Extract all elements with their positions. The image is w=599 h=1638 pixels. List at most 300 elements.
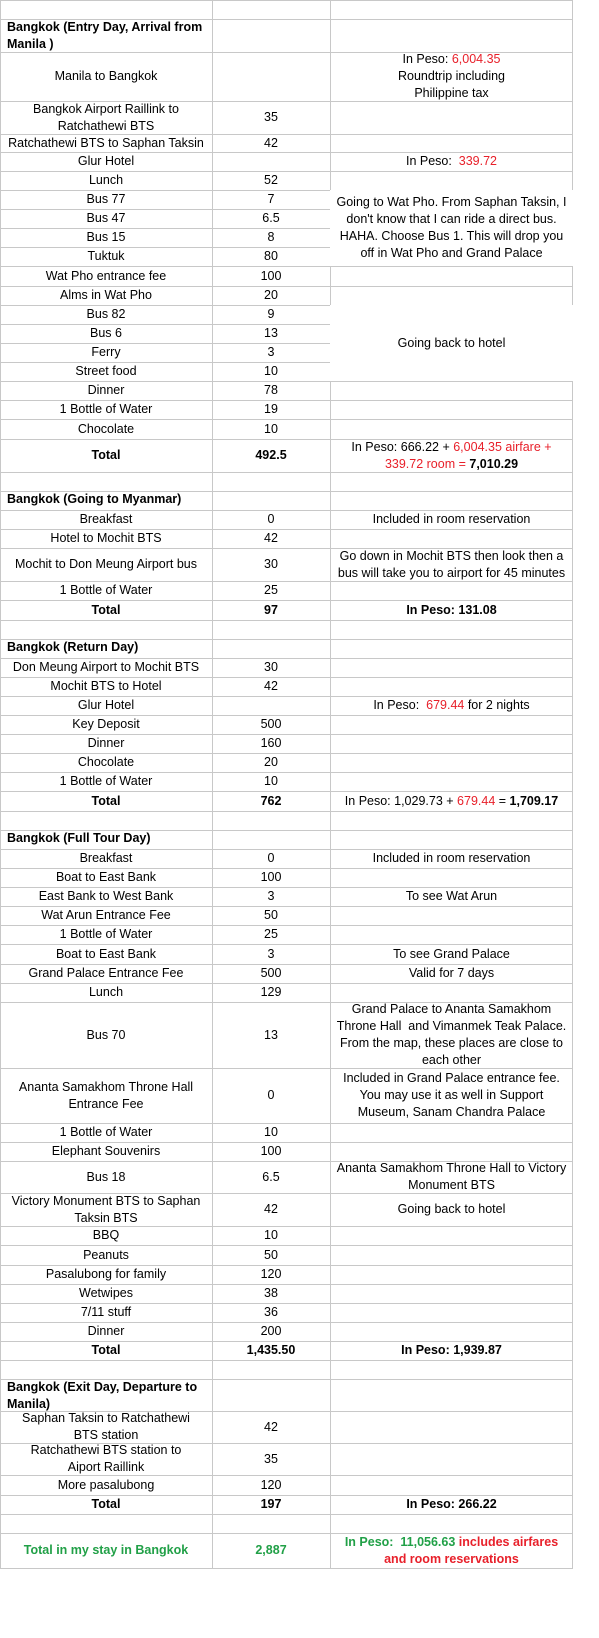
table-row (0, 830, 573, 849)
row-description (0, 1475, 212, 1495)
row-description (0, 715, 212, 734)
comment-text: Included in Grand Palace entrance fee. (343, 1071, 560, 1085)
description-line: Wetwipes (79, 1286, 133, 1300)
row-description (0, 1379, 212, 1411)
row-cost: 42 (264, 1202, 278, 1216)
table-row (0, 1226, 573, 1245)
description-line: Mochit BTS to Hotel (50, 679, 162, 693)
description-line: Bus 47 (86, 211, 126, 225)
comment-text: In Peso: 131.08 (406, 602, 497, 617)
table-row (0, 1360, 573, 1379)
row-cost: 13 (264, 326, 278, 340)
description-line: Saphan Taksin to Ratchathewi (22, 1411, 190, 1425)
row-cost: 38 (264, 1286, 278, 1300)
comment-line: Going to Wat Pho. From Saphan Taksin, I (336, 195, 567, 209)
description-line: Bangkok (Entry Day, Arrival from (7, 20, 203, 34)
merged-comment (330, 305, 573, 381)
description-line: Bangkok (Return Day) (7, 640, 139, 654)
row-cost: 80 (264, 249, 278, 263)
comment-line: don't know that I can ride a direct bus. (346, 212, 557, 226)
description-line: Glur Hotel (77, 698, 135, 712)
row-description (0, 1123, 212, 1142)
comment-text: includes airfares (458, 1534, 559, 1549)
description-line: Total (91, 1343, 121, 1357)
row-description (0, 600, 212, 620)
description-line: 7/11 stuff (80, 1305, 132, 1319)
row-cost: 10 (264, 1228, 278, 1242)
description-line: Street food (75, 364, 137, 378)
row-description (0, 266, 212, 286)
description-line: BTS station (73, 1428, 139, 1442)
row-description (0, 152, 212, 171)
comment-line (398, 68, 505, 85)
description-line: Bus 82 (86, 307, 126, 321)
description-line: Breakfast (79, 512, 133, 526)
row-description (0, 286, 212, 305)
row-cost: 500 (260, 717, 282, 731)
row-description (0, 753, 212, 772)
row-cost: 160 (260, 736, 282, 750)
table-row (0, 491, 573, 510)
row-comment (330, 696, 573, 715)
comment-line (384, 1551, 519, 1568)
row-cost (212, 1360, 330, 1379)
row-description (0, 1284, 212, 1303)
table-row (0, 1475, 573, 1495)
description-line: Wat Pho entrance fee (45, 268, 167, 283)
row-cost: 762 (260, 793, 282, 808)
row-cost: 42 (264, 531, 278, 545)
description-line: Mochit to Don Meung Airport bus (14, 557, 198, 571)
comment-text: 679.44 (426, 698, 465, 712)
table-row (0, 286, 573, 305)
comment-line (337, 1018, 567, 1035)
row-description (0, 1226, 212, 1245)
description-line: East Bank to West Bank (38, 889, 174, 903)
table-row (0, 1514, 573, 1533)
table-row (0, 1002, 573, 1068)
table-row (0, 1142, 573, 1161)
table-row (0, 868, 573, 887)
table-row (0, 658, 573, 677)
row-description (0, 400, 212, 419)
comment-text: Included in room reservation (372, 851, 531, 865)
row-description (0, 1245, 212, 1265)
row-cost (212, 696, 330, 715)
description-line: Bus 70 (86, 1027, 126, 1042)
table-row (0, 772, 573, 791)
comment-text: Monument BTS (408, 1178, 495, 1192)
row-cost (212, 472, 330, 491)
comment-line (373, 511, 531, 528)
table-row (0, 1533, 573, 1568)
row-cost: 36 (264, 1305, 278, 1319)
row-cost: 500 (260, 966, 282, 980)
description-line: Hotel to Mochit BTS (50, 531, 162, 545)
row-cost: 20 (264, 755, 278, 769)
description-line: Ferry (91, 345, 121, 359)
comment-line (360, 1087, 544, 1104)
description-line: Total (91, 602, 121, 617)
table-row (0, 419, 573, 439)
row-cost: 10 (264, 774, 278, 788)
table-row (0, 266, 573, 286)
row-description (0, 343, 212, 362)
description-line: More pasalubong (57, 1477, 155, 1492)
row-comment (330, 964, 573, 983)
description-line: Bus 6 (90, 326, 122, 340)
description-line: Manila) (7, 1397, 51, 1411)
table-row (0, 1411, 573, 1443)
description-line: 1 Bottle of Water (59, 583, 153, 597)
table-row (0, 1495, 573, 1514)
row-description (0, 1341, 212, 1360)
comment-text: You may use it as well in Support (359, 1088, 544, 1102)
comment-text: To see Grand Palace (393, 946, 510, 961)
comment-text: To see Wat Arun (405, 889, 498, 903)
description-line: Glur Hotel (77, 154, 135, 168)
description-line: Manila to Bangkok (54, 69, 158, 83)
description-line: Tuktuk (87, 249, 125, 263)
row-comment (330, 1068, 573, 1123)
row-description (0, 548, 212, 581)
row-comment (330, 1341, 573, 1360)
row-description (0, 925, 212, 944)
description-line: Bangkok (Going to Myanmar) (7, 492, 182, 506)
comment-line (393, 946, 510, 963)
row-cost: 30 (264, 557, 278, 571)
description-line: Lunch (88, 173, 124, 187)
row-description (0, 1161, 212, 1193)
row-comment (330, 944, 573, 964)
row-description (0, 1533, 212, 1568)
row-description (0, 734, 212, 753)
row-description (0, 944, 212, 964)
comment-text: Roundtrip including (397, 69, 505, 83)
row-description (0, 811, 212, 830)
row-cost (212, 152, 330, 171)
row-description (0, 983, 212, 1002)
description-line: Breakfast (79, 851, 133, 865)
comment-line (406, 888, 497, 905)
row-description (0, 581, 212, 600)
description-line: Boat to East Bank (55, 870, 157, 884)
row-description (0, 791, 212, 811)
description-line: Key Deposit (72, 717, 140, 731)
comment-line (358, 1104, 546, 1121)
table-row (0, 439, 573, 472)
table-row (0, 1245, 573, 1265)
table-row (0, 134, 573, 152)
row-description (0, 1322, 212, 1341)
table-row (0, 791, 573, 811)
table-row (0, 983, 573, 1002)
row-description (0, 964, 212, 983)
comment-text: 6,004.35 (451, 52, 501, 66)
description-line: Bangkok Airport Raillink to (33, 101, 179, 116)
row-cost: 197 (260, 1497, 282, 1511)
row-cost (212, 620, 330, 639)
row-cost: 3 (267, 345, 275, 359)
row-description (0, 381, 212, 400)
comment-line (401, 1342, 502, 1359)
row-cost: 100 (260, 870, 282, 884)
merged-comment (330, 190, 573, 266)
row-description (0, 247, 212, 266)
row-description (0, 491, 212, 510)
comment-line (340, 1035, 563, 1052)
row-description (0, 510, 212, 529)
header-comments (330, 0, 573, 19)
comment-text: and room reservations (384, 1551, 519, 1566)
description-line: Elephant Souvenirs (51, 1144, 161, 1158)
description-line: Lunch (88, 985, 124, 999)
comment-line (406, 602, 496, 619)
description-line: Total (91, 448, 121, 462)
description-line: 1 Bottle of Water (59, 774, 153, 788)
row-description (0, 439, 212, 472)
table-row (0, 548, 573, 581)
description-line: Dinner (87, 1324, 125, 1338)
comment-text: Philippine tax (414, 86, 489, 100)
table-row (0, 944, 573, 964)
row-comment (330, 600, 573, 620)
row-description (0, 830, 212, 849)
comment-line (345, 1534, 558, 1551)
description-line: Bangkok (Exit Day, Departure to (7, 1380, 198, 1394)
row-description (0, 362, 212, 381)
row-cost: 0 (267, 512, 275, 526)
row-description (0, 1265, 212, 1284)
description-line: Bus 15 (86, 230, 126, 244)
row-description (0, 1360, 212, 1379)
row-description (0, 134, 212, 152)
row-description (0, 1142, 212, 1161)
row-cost: 10 (264, 364, 278, 378)
comment-text: In Peso: 666.22 + (351, 439, 454, 454)
comment-text: each other (421, 1053, 482, 1067)
description-line: Total (91, 1497, 121, 1511)
table-row (0, 1161, 573, 1193)
comment-line (406, 153, 497, 170)
row-cost: 50 (264, 1247, 278, 1262)
table-row (0, 581, 573, 600)
comment-text: Ananta Samakhom Throne Hall to Victory (336, 1161, 567, 1175)
comment-text: In Peso: (373, 698, 427, 712)
row-cost: 35 (264, 110, 278, 124)
table-row (0, 1322, 573, 1341)
row-cost: 25 (264, 927, 278, 941)
description-line: Manila ) (7, 37, 54, 51)
comment-text: 1,709.17 (509, 793, 559, 808)
row-description (0, 529, 212, 548)
comment-line (343, 1070, 560, 1087)
row-cost: 0 (267, 1088, 275, 1102)
description-line: Ananta Samakhom Throne Hall (18, 1079, 194, 1094)
header-description (0, 0, 212, 19)
row-description (0, 209, 212, 228)
comment-line (351, 439, 551, 456)
description-line: Chocolate (77, 755, 135, 769)
row-comment (330, 1002, 573, 1068)
row-description (0, 1443, 212, 1475)
table-row (0, 1303, 573, 1322)
row-cost: 42 (264, 679, 278, 693)
table-row (0, 529, 573, 548)
table-row (0, 677, 573, 696)
row-cost: 97 (264, 602, 278, 617)
description-line: Bus 18 (86, 1169, 126, 1184)
row-cost: 10 (264, 421, 278, 436)
row-cost (212, 811, 330, 830)
row-cost: 1,435.50 (246, 1343, 296, 1357)
comment-line (345, 793, 558, 810)
row-cost: 129 (260, 985, 282, 999)
row-description (0, 305, 212, 324)
comment-text: In Peso: (405, 154, 459, 168)
description-line: Ratchathewi BTS station to (30, 1443, 182, 1457)
row-cost: 19 (264, 402, 278, 416)
row-description (0, 658, 212, 677)
description-line: Aiport Raillink (67, 1460, 145, 1474)
table-row (0, 715, 573, 734)
row-cost: 78 (264, 383, 278, 397)
comment-line: off in Wat Pho and Grand Palace (360, 246, 543, 260)
row-cost: 6.5 (262, 211, 280, 225)
table-row (0, 964, 573, 983)
row-description (0, 52, 212, 101)
row-description (0, 696, 212, 715)
row-cost: 100 (260, 1144, 282, 1158)
comment-text: Museum, Sanam Chandra Palace (357, 1105, 546, 1119)
row-cost: 9 (267, 307, 275, 321)
row-description (0, 1002, 212, 1068)
description-line: BBQ (92, 1228, 120, 1242)
row-cost: 6.5 (262, 1169, 280, 1184)
table-row (0, 1284, 573, 1303)
description-line: Entrance Fee (68, 1096, 144, 1111)
row-cost: 30 (264, 660, 278, 674)
row-cost: 8 (267, 230, 275, 244)
comment-line (373, 697, 529, 714)
row-description (0, 101, 212, 134)
row-comment (330, 1161, 573, 1193)
table-row (0, 639, 573, 658)
comment-text: 7,010.29 (469, 456, 519, 471)
row-cost (212, 639, 330, 658)
row-cost: 7 (267, 192, 275, 206)
description-line: Boat to East Bank (55, 946, 157, 961)
row-cost (212, 1379, 330, 1411)
comment-text: In Peso: 1,939.87 (401, 1343, 502, 1357)
description-line: Dinner (87, 383, 125, 397)
description-line: Total (91, 793, 121, 808)
description-line: Bus 77 (86, 192, 126, 206)
row-description (0, 677, 212, 696)
header-cost (212, 0, 330, 19)
row-description (0, 772, 212, 791)
comment-text: = (495, 793, 510, 808)
row-description (0, 868, 212, 887)
description-line: Victory Monument BTS to Saphan (11, 1193, 201, 1208)
row-comment (330, 152, 573, 171)
comment-text: In Peso: 266.22 (406, 1497, 497, 1511)
description-line: Pasalubong for family (45, 1267, 167, 1281)
comment-text: In Peso: 1,029.73 + (344, 793, 458, 808)
comment-line: Going back to hotel (397, 335, 506, 350)
comment-line (373, 850, 531, 867)
row-comment (330, 1193, 573, 1226)
row-comment (330, 791, 573, 811)
description-line: Don Meung Airport to Mochit BTS (12, 660, 200, 674)
row-cost (212, 19, 330, 52)
table-row (0, 887, 573, 906)
row-cost: 120 (260, 1267, 282, 1281)
comment-line (402, 51, 500, 68)
row-description (0, 472, 212, 491)
description-line: Ratchathewi BTS (57, 118, 155, 133)
comment-text: From the map, these places are close to (339, 1036, 564, 1050)
table-row (0, 600, 573, 620)
table-row (0, 1265, 573, 1284)
table-row (0, 101, 573, 134)
table-row (0, 925, 573, 944)
row-comment (330, 887, 573, 906)
row-description (0, 419, 212, 439)
row-comment (330, 1533, 573, 1568)
table-row (0, 906, 573, 925)
table-row (0, 1379, 573, 1411)
row-cost: 3 (267, 946, 275, 961)
row-comment (330, 1495, 573, 1514)
comment-line (422, 1052, 481, 1069)
row-cost: 100 (260, 268, 282, 283)
row-cost: 492.5 (255, 448, 287, 462)
row-cost: 120 (260, 1477, 282, 1492)
row-description (0, 19, 212, 52)
row-description (0, 906, 212, 925)
row-comment (330, 52, 573, 101)
comment-text: for 2 nights (464, 698, 530, 712)
comment-line (340, 548, 564, 565)
comment-text: 339.72 room = (384, 456, 470, 471)
row-cost (212, 1514, 330, 1533)
table-row (0, 1443, 573, 1475)
table-row (0, 1068, 573, 1123)
description-line: Bangkok (Full Tour Day) (7, 831, 151, 845)
comment-line (337, 1160, 567, 1177)
row-description (0, 849, 212, 868)
row-cost: 35 (264, 1451, 278, 1466)
comment-line: HAHA. Choose Bus 1. This will drop you (339, 229, 564, 243)
table-row (0, 696, 573, 715)
description-line: 1 Bottle of Water (59, 402, 153, 416)
row-description (0, 620, 212, 639)
comment-line (352, 1001, 551, 1018)
row-description (0, 639, 212, 658)
comment-text: bus will take you to airport for 45 minutes (337, 565, 566, 580)
row-cost: 3 (267, 889, 275, 903)
comment-text: 6,004.35 airfare + (453, 439, 552, 454)
row-cost: 200 (260, 1324, 282, 1338)
row-comment (330, 548, 573, 581)
comment-line (409, 965, 494, 982)
row-cost: 10 (264, 1125, 278, 1139)
comment-line (408, 1177, 495, 1194)
row-cost (212, 491, 330, 510)
row-cost: 0 (267, 851, 275, 865)
row-cost: 42 (264, 135, 278, 150)
